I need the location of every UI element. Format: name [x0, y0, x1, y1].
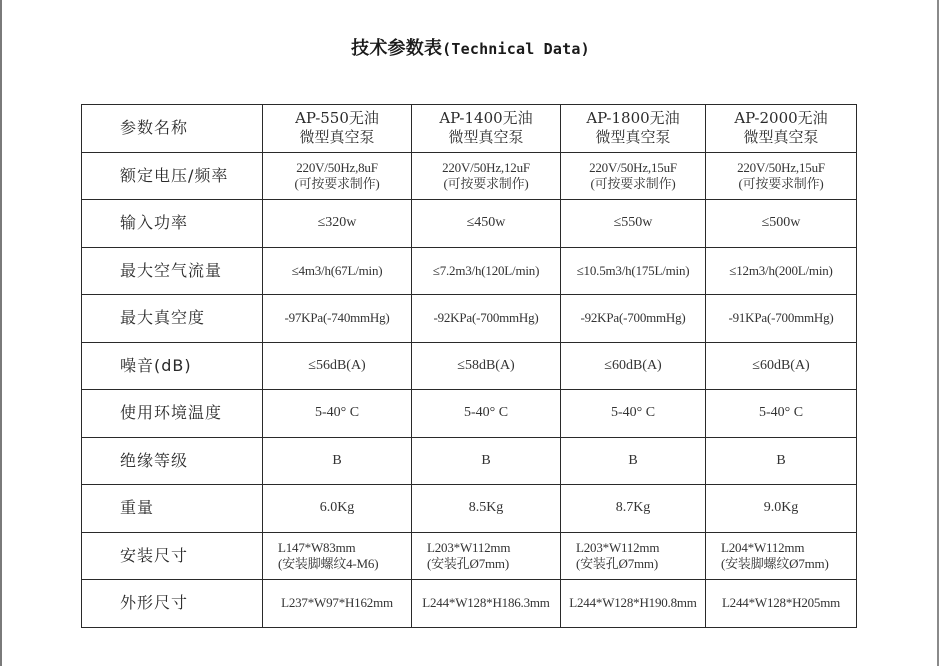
- page-edge-left: [0, 0, 2, 666]
- title-cn: 技术参数表: [351, 38, 443, 59]
- value-cell: [263, 532, 412, 580]
- value-cell: L237*W97*H162mm: [263, 580, 412, 628]
- value-note: (安装脚螺纹Ø7mm): [721, 555, 829, 571]
- header-model-cell: [706, 105, 857, 153]
- model-type: 微型真空泵: [299, 128, 375, 147]
- value-line: L203*W112mm: [427, 539, 511, 555]
- value-line: 220V/50Hz,12uF: [442, 159, 530, 175]
- value-cell: L244*W128*H186.3mm: [412, 580, 561, 628]
- model-type: 微型真空泵: [595, 128, 671, 147]
- header-model-cell: [412, 105, 561, 153]
- header-model-cell: [561, 105, 706, 153]
- value-cell: ≤58dB(A): [412, 342, 561, 390]
- value-cell: ≤550w: [561, 200, 706, 248]
- table-header-row: [82, 105, 857, 153]
- value-cell: B: [706, 437, 857, 485]
- value-cell: ≤7.2m3/h(120L/min): [412, 247, 561, 295]
- value-cell: [706, 152, 857, 200]
- model-name: AP-2000无油: [734, 109, 828, 128]
- value-cell: ≤320w: [263, 200, 412, 248]
- value-cell: ≤60dB(A): [561, 342, 706, 390]
- value-cell: ≤500w: [706, 200, 857, 248]
- page-edge-right: [937, 0, 939, 666]
- row-label: 噪音(dB): [82, 342, 263, 390]
- value-cell: -92KPa(-700mmHg): [561, 295, 706, 343]
- value-cell: [412, 152, 561, 200]
- value-note: (可按要求制作): [590, 175, 676, 191]
- table-row-max-airflow: [82, 247, 857, 295]
- value-cell: ≤4m3/h(67L/min): [263, 247, 412, 295]
- value-cell: -92KPa(-700mmHg): [412, 295, 561, 343]
- value-cell: ≤56dB(A): [263, 342, 412, 390]
- value-line: 220V/50Hz,8uF: [296, 159, 378, 175]
- table-row-input-power: [82, 200, 857, 248]
- value-cell: ≤450w: [412, 200, 561, 248]
- value-cell: 5-40° C: [561, 390, 706, 438]
- value-line: L147*W83mm: [278, 539, 356, 555]
- model-type: 微型真空泵: [448, 128, 524, 147]
- value-cell: ≤10.5m3/h(175L/min): [561, 247, 706, 295]
- model-name: AP-1800无油: [586, 109, 680, 128]
- value-cell: B: [561, 437, 706, 485]
- row-label: 外形尺寸: [82, 580, 263, 628]
- value-cell: 9.0Kg: [706, 485, 857, 533]
- table-row-max-vacuum: [82, 295, 857, 343]
- technical-data-table: [81, 104, 857, 628]
- value-cell: [263, 152, 412, 200]
- page-title: [0, 34, 941, 60]
- value-cell: 8.5Kg: [412, 485, 561, 533]
- value-note: (可按要求制作): [443, 175, 529, 191]
- value-cell: B: [412, 437, 561, 485]
- value-cell: 8.7Kg: [561, 485, 706, 533]
- value-line: L203*W112mm: [576, 539, 660, 555]
- value-cell: B: [263, 437, 412, 485]
- title-en: (Technical Data): [442, 40, 590, 58]
- value-line: 220V/50Hz,15uF: [589, 159, 677, 175]
- model-type: 微型真空泵: [743, 128, 819, 147]
- model-name: AP-1400无油: [439, 109, 533, 128]
- model-name: AP-550无油: [295, 109, 379, 128]
- value-cell: L244*W128*H205mm: [706, 580, 857, 628]
- table-row-ambient-temperature: [82, 390, 857, 438]
- value-cell: [561, 152, 706, 200]
- value-cell: ≤12m3/h(200L/min): [706, 247, 857, 295]
- row-label: 额定电压/频率: [82, 152, 263, 200]
- row-label: 安装尺寸: [82, 532, 263, 580]
- value-note: (安装孔Ø7mm): [576, 555, 658, 571]
- value-note: (可按要求制作): [294, 175, 380, 191]
- value-cell: L244*W128*H190.8mm: [561, 580, 706, 628]
- table-row-insulation-class: [82, 437, 857, 485]
- row-label: 重量: [82, 485, 263, 533]
- row-label: 绝缘等级: [82, 437, 263, 485]
- value-note: (安装脚螺纹4-M6): [278, 555, 379, 571]
- value-line: L204*W112mm: [721, 539, 805, 555]
- header-model-cell: [263, 105, 412, 153]
- value-cell: ≤60dB(A): [706, 342, 857, 390]
- row-label: 最大真空度: [82, 295, 263, 343]
- value-line: 220V/50Hz,15uF: [737, 159, 825, 175]
- value-cell: [561, 532, 706, 580]
- value-note: (安装孔Ø7mm): [427, 555, 509, 571]
- value-cell: -97KPa(-740mmHg): [263, 295, 412, 343]
- value-cell: 5-40° C: [263, 390, 412, 438]
- row-label: 输入功率: [82, 200, 263, 248]
- value-cell: 6.0Kg: [263, 485, 412, 533]
- row-label: 最大空气流量: [82, 247, 263, 295]
- value-cell: -91KPa(-700mmHg): [706, 295, 857, 343]
- value-cell: [412, 532, 561, 580]
- table-row-noise: [82, 342, 857, 390]
- value-cell: [706, 532, 857, 580]
- value-cell: 5-40° C: [706, 390, 857, 438]
- value-note: (可按要求制作): [738, 175, 824, 191]
- table-row-mounting-size: [82, 532, 857, 580]
- value-cell: 5-40° C: [412, 390, 561, 438]
- header-label-cell: 参数名称: [82, 105, 263, 153]
- table-row-voltage: [82, 152, 857, 200]
- table-row-weight: [82, 485, 857, 533]
- table-row-overall-dimensions: [82, 580, 857, 628]
- row-label: 使用环境温度: [82, 390, 263, 438]
